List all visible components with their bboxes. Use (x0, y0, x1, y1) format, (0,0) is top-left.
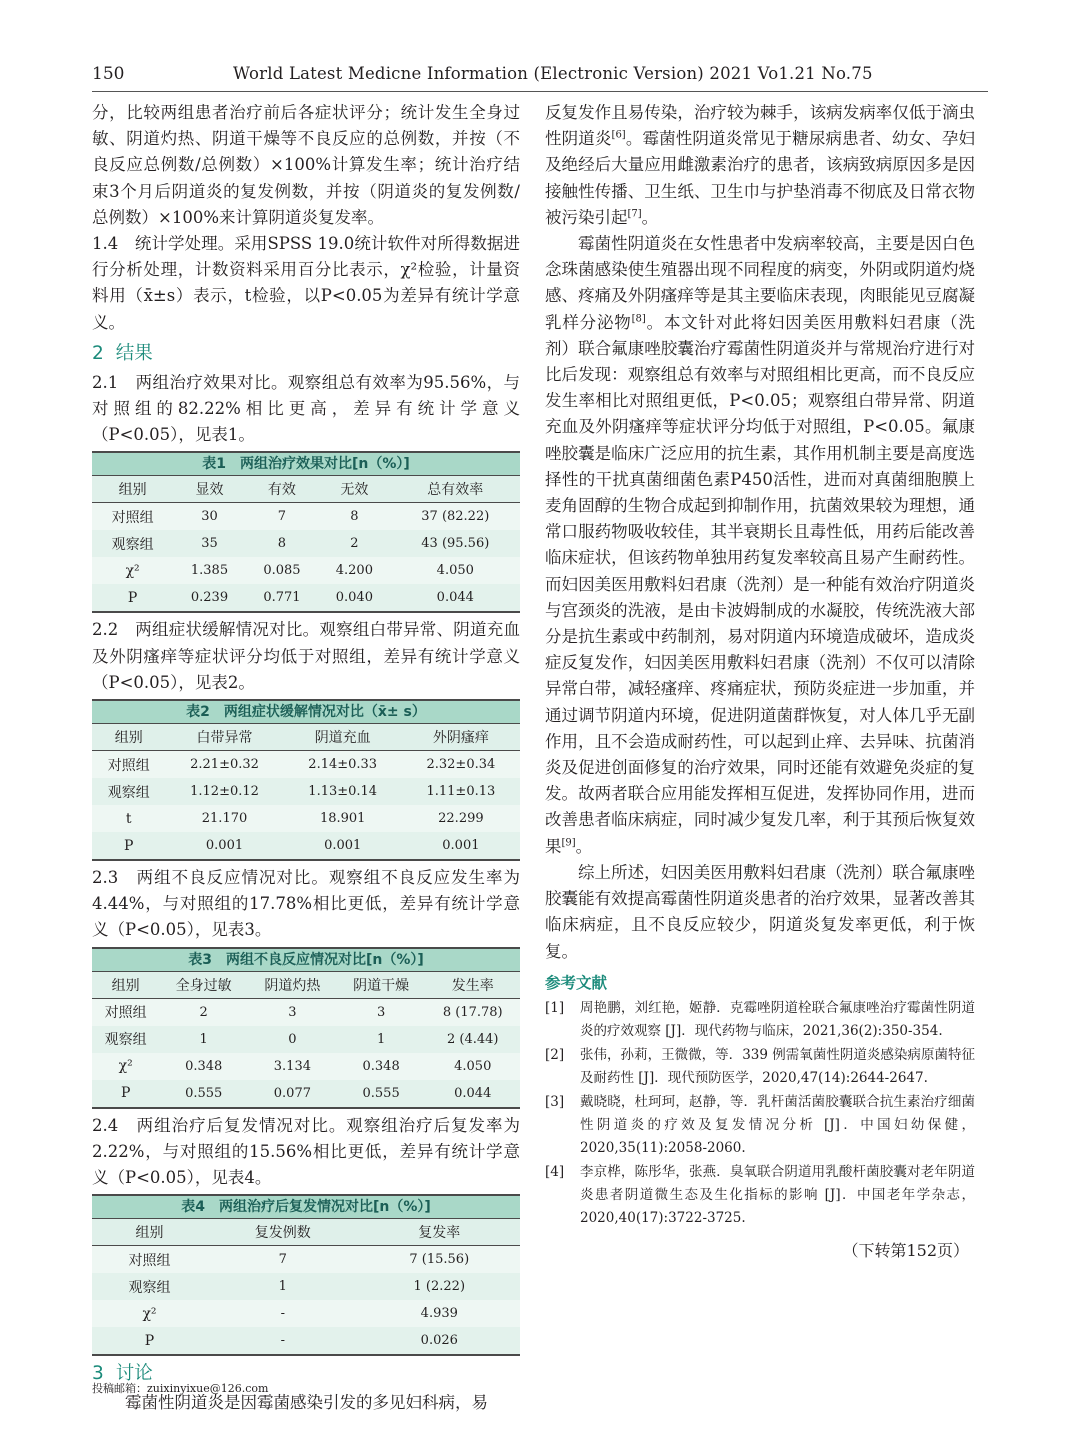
table-cell: - (207, 1327, 359, 1355)
table-cell: 1.385 (173, 557, 245, 584)
section-heading-discussion: 3 讨论 (92, 1363, 153, 1385)
table-cell: 43 (95.56) (391, 530, 520, 557)
table-cell: 3 (337, 998, 426, 1026)
table-cell: 0.771 (246, 584, 318, 612)
paragraph-statistics: 1.4 统计学处理。采用SPSS 19.0统计软件对所得数据进行分析处理，计数资料采用百分比表示，χ²检验，计量资料用（x̄±s）表示，t检验，以P<0.05为差异有统计学意义。 (92, 234, 520, 332)
paragraph-conclusion: 综上所述，妇因美医用敷料妇君康（洗剂）联合氟康唑胶囊能有效提高霉菌性阴道炎患者的治疗效果，显著改善其临床病症，且不良反应较少，阴道炎复发率更低，利于恢复。 (545, 862, 975, 961)
reference-item: [2] 张伟，孙莉，王微微，等．339 例需氧菌性阴道炎感染病原菌特征及耐药性 [J]．现代预防医学，2020,47(14):2644-2647. (545, 1046, 975, 1086)
table-cell: 4.939 (359, 1300, 520, 1327)
table-cell: 2.14±0.33 (284, 751, 402, 779)
table-cell: 观察组 (92, 1273, 207, 1300)
table-cell: P (92, 832, 165, 860)
submission-email: 投稿邮箱：zuixinyixue@126.com (92, 1382, 269, 1395)
reference-item: [4] 李京桦，陈彤华，张燕．臭氧联合阴道用乳酸杆菌胶囊对老年阴道炎患者阴道微生态及生化指标的影响 [J]．中国老年学杂志，2020,40(17):3722-3725. (545, 1163, 975, 1226)
table-cell: 观察组 (92, 778, 165, 805)
table-3-caption: 表3 两组不良反应情况对比[n（%）] (92, 947, 520, 971)
table-cell: 观察组 (92, 530, 173, 557)
table-row (92, 584, 520, 612)
section-heading-results: 2 结果 (92, 342, 153, 364)
table-cell: 0.026 (359, 1327, 520, 1355)
table-header-cell: 全身过敏 (159, 971, 248, 998)
table-cell: 18.901 (284, 805, 402, 832)
table-cell: 0.001 (402, 832, 520, 860)
table-header-cell: 阴道灼热 (248, 971, 337, 998)
table-cell: 4.050 (391, 557, 520, 584)
table-header-cell: 有效 (246, 476, 318, 503)
table-cell: 对照组 (92, 751, 165, 779)
right-column (545, 100, 975, 1261)
table-row (92, 778, 520, 805)
page-header (92, 60, 988, 92)
table-cell: 0.555 (159, 1080, 248, 1108)
citation: [9] (561, 837, 576, 849)
table-cell: 8 (318, 503, 390, 531)
table-header-cell: 阴道充血 (284, 724, 402, 751)
table-header-cell: 复发率 (359, 1219, 520, 1246)
paragraph-results-2-4: 2.4 两组治疗后复发情况对比。观察组治疗后复发率为2.22%，与对照组的15.56%相比更低，差异有统计学意义（P<0.05），见表4。 (92, 1115, 520, 1188)
table-cell: 4.050 (425, 1053, 520, 1080)
table-cell: 7 (246, 503, 318, 531)
paragraph-results-2-2: 2.2 两组症状缓解情况对比。观察组白带异常、阴道充血及外阴瘙痒等症状评分均低于对照组，差异有统计学意义（P<0.05），见表2。 (92, 620, 520, 692)
citation: [6] (611, 129, 626, 141)
references-heading: 参考文献 (545, 973, 608, 992)
table-header-cell: 发生率 (425, 971, 520, 998)
table-cell: 0.040 (318, 584, 390, 612)
table-header-cell: 组别 (92, 724, 165, 751)
paragraph-results-2-3: 2.3 两组不良反应情况对比。观察组不良反应发生率为4.44%，与对照组的17.78%相比更低，差异有统计学意义（P<0.05），见表3。 (92, 868, 520, 940)
table-row (92, 1053, 520, 1080)
page-number: 150 (92, 64, 125, 84)
table-cell: 2 (4.44) (425, 1026, 520, 1053)
paragraph-discussion-1: 反复发作且易传染，治疗较为棘手，该病发病率仅低于滴虫性阴道炎[6]。霉菌性阴道炎常见于糖尿病患者、幼女、孕妇及绝经后大量应用雌激素治疗的患者，该病致病原因多是因接触性传播、卫生纸、卫生巾与护垫消毒不彻底及日常衣物被污染引起[7]。 (545, 103, 976, 227)
table-cell: 0.085 (246, 557, 318, 584)
table-2 (92, 699, 520, 861)
left-column (92, 100, 520, 1416)
paragraph-discussion-start: 霉菌性阴道炎是因霉菌感染引发的多见妇科病，易 (125, 1393, 488, 1413)
reference-item: [1] 周艳鹏，刘红艳，姬静．克霉唑阴道栓联合氟康唑治疗霉菌性阴道炎的疗效观察 [J]．现代药物与临床，2021,36(2):350-354. (545, 999, 975, 1039)
table-row (92, 1026, 520, 1053)
table-2-caption: 表2 两组症状缓解情况对比（x̄± s） (92, 699, 520, 723)
table-header-cell: 复发例数 (207, 1219, 359, 1246)
table-cell: 1 (159, 1026, 248, 1053)
table-cell: 1 (2.22) (359, 1273, 520, 1300)
table-cell: t (92, 805, 165, 832)
table-cell: 对照组 (92, 998, 159, 1026)
table-cell: 0 (248, 1026, 337, 1053)
table-cell: 0.077 (248, 1080, 337, 1108)
table-3 (92, 947, 520, 1109)
table-cell: 0.555 (337, 1080, 426, 1108)
table-row (92, 1273, 520, 1300)
table-cell: χ² (92, 1053, 159, 1080)
table-cell: 2.32±0.34 (402, 751, 520, 779)
reference-item: [3] 戴晓晓，杜珂珂，赵静，等．乳杆菌活菌胶囊联合抗生素治疗细菌性阴道炎的疗效及复发情况分析 [J]．中国妇幼保健，2020,35(11):2058-2060. (545, 1093, 975, 1156)
table-header-cell: 外阴瘙痒 (402, 724, 520, 751)
table-cell: 0.348 (159, 1053, 248, 1080)
table-1-caption: 表1 两组治疗效果对比[n（%）] (92, 451, 520, 475)
table-cell: 3 (248, 998, 337, 1026)
table-row (92, 805, 520, 832)
header-rule (92, 91, 988, 92)
table-cell: 22.299 (402, 805, 520, 832)
table-cell: 0.044 (425, 1080, 520, 1108)
table-row (92, 832, 520, 860)
table-cell: 对照组 (92, 503, 173, 531)
table-4-caption: 表4 两组治疗后复发情况对比[n（%）] (92, 1194, 520, 1218)
table-row (92, 998, 520, 1026)
table-cell: 1.12±0.12 (165, 778, 283, 805)
journal-title: World Latest Medicne Information (Electronic Version) 2021 Vo1.21 No.75 (233, 64, 873, 83)
table-cell: 3.134 (248, 1053, 337, 1080)
table-cell: 8 (17.78) (425, 998, 520, 1026)
paragraph-discussion-2: 霉菌性阴道炎在女性患者中发病率较高，主要是因白色念珠菌感染使生殖器出现不同程度的病变，外阴或阴道灼烧感、疼痛及外阴瘙痒等是其主要临床表现，肉眼能见豆腐凝乳样分泌物[8]。本文针对此将妇因美医用敷料妇君康（洗剂）联合氟康唑胶囊治疗霉菌性阴道炎并与常规治疗进行对比后发现：观察组总有效率与对照组相比更高，而不良反应发生率相比对照组更低，P<0.05；观察组白带异常、阴道充血及外阴瘙痒等症状评分均低于对照组，P<0.05。氟康唑胶囊是临床广泛应用的抗生素，其作用机制主要是高度选择性的干扰真菌细菌色素P450活性，进而对真菌细胞膜上麦角固醇的生物合成起到抑制作用，抗菌效果较为理想，通常口服药物吸收较佳，其半衰期长且毒性低，用药后能改善临床症状，但该药物单独用药复发率较高且易产生耐药性。而妇因美医用敷料妇君康（洗剂）是一种能有效治疗阴道炎与宫颈炎的洗液，是由卡波姆制成的水凝胶，传统洗液大部分是抗生素或中药制剂，易对阴道内环境造成破坏，造成炎症反复发作，妇因美医用敷料妇君康（洗剂）不仅可以清除异常白带，减轻瘙痒、疼痛症状，预防炎症进一步加重，并通过调节阴道内环境，促进阴道菌群恢复，对人体几乎无副作用，且不会造成耐药性，可以起到止痒、去异味、抗菌消炎及促进创面修复的治疗效果，同时还能有效避免炎症的复发。故两者联合应用能发挥相互促进，发挥协同作用，进而改善患者临床病症，同时减少复发几率，利于其预后恢复效果[9]。 (545, 234, 976, 856)
continued-note: （下转第152页） (842, 1240, 969, 1260)
table-row (92, 1080, 520, 1108)
table-cell: 0.044 (391, 584, 520, 612)
table-header-cell: 组别 (92, 1219, 207, 1246)
table-cell: 0.239 (173, 584, 245, 612)
table-header-cell: 组别 (92, 476, 173, 503)
table-header-cell: 无效 (318, 476, 390, 503)
table-cell: 30 (173, 503, 245, 531)
citation: [8] (631, 313, 646, 325)
table-row (92, 503, 520, 531)
table-cell: P (92, 1080, 159, 1108)
table-cell: χ² (92, 1300, 207, 1327)
citation: [7] (627, 208, 642, 220)
table-header-cell: 总有效率 (391, 476, 520, 503)
table-cell: 1.11±0.13 (402, 778, 520, 805)
table-cell: 1 (337, 1026, 426, 1053)
table-cell: 8 (246, 530, 318, 557)
table-cell: P (92, 1327, 207, 1355)
table-cell: 7 (207, 1246, 359, 1274)
table-cell: 2 (318, 530, 390, 557)
table-row (92, 751, 520, 779)
paragraph-results-2-1: 2.1 两组治疗效果对比。观察组总有效率为95.56%，与对照组的82.22%相比更高，差异有统计学意义（P<0.05），见表1。 (92, 372, 520, 445)
table-cell: 35 (173, 530, 245, 557)
table-cell: 0.348 (337, 1053, 426, 1080)
table-row (92, 557, 520, 584)
table-cell: P (92, 584, 173, 612)
table-cell: 1.13±0.14 (284, 778, 402, 805)
table-cell: - (207, 1300, 359, 1327)
table-row (92, 1246, 520, 1274)
table-cell: 37 (82.22) (391, 503, 520, 531)
table-header-cell: 显效 (173, 476, 245, 503)
table-cell: 21.170 (165, 805, 283, 832)
table-cell: 2 (159, 998, 248, 1026)
table-cell: 2.21±0.32 (165, 751, 283, 779)
table-header-cell: 组别 (92, 971, 159, 998)
table-row (92, 530, 520, 557)
table-cell: 4.200 (318, 557, 390, 584)
table-4 (92, 1194, 520, 1356)
table-cell: 0.001 (284, 832, 402, 860)
paragraph-methods-end: 分，比较两组患者治疗前后各症状评分；统计发生全身过敏、阴道灼热、阴道干燥等不良反应的总例数，并按（不良反应总例数/总例数）×100%计算发生率；统计治疗结束3个月后阴道炎的复发例数，并按（阴道炎的复发例数/总例数）×100%来计算阴道炎复发率。 (92, 103, 520, 227)
table-row (92, 1300, 520, 1327)
table-1 (92, 451, 520, 613)
table-cell: 7 (15.56) (359, 1246, 520, 1274)
table-row (92, 1327, 520, 1355)
table-header-cell: 阴道干燥 (337, 971, 426, 998)
table-header-cell: 白带异常 (165, 724, 283, 751)
table-cell: 1 (207, 1273, 359, 1300)
table-cell: χ² (92, 557, 173, 584)
table-cell: 对照组 (92, 1246, 207, 1274)
table-cell: 0.001 (165, 832, 283, 860)
table-cell: 观察组 (92, 1026, 159, 1053)
